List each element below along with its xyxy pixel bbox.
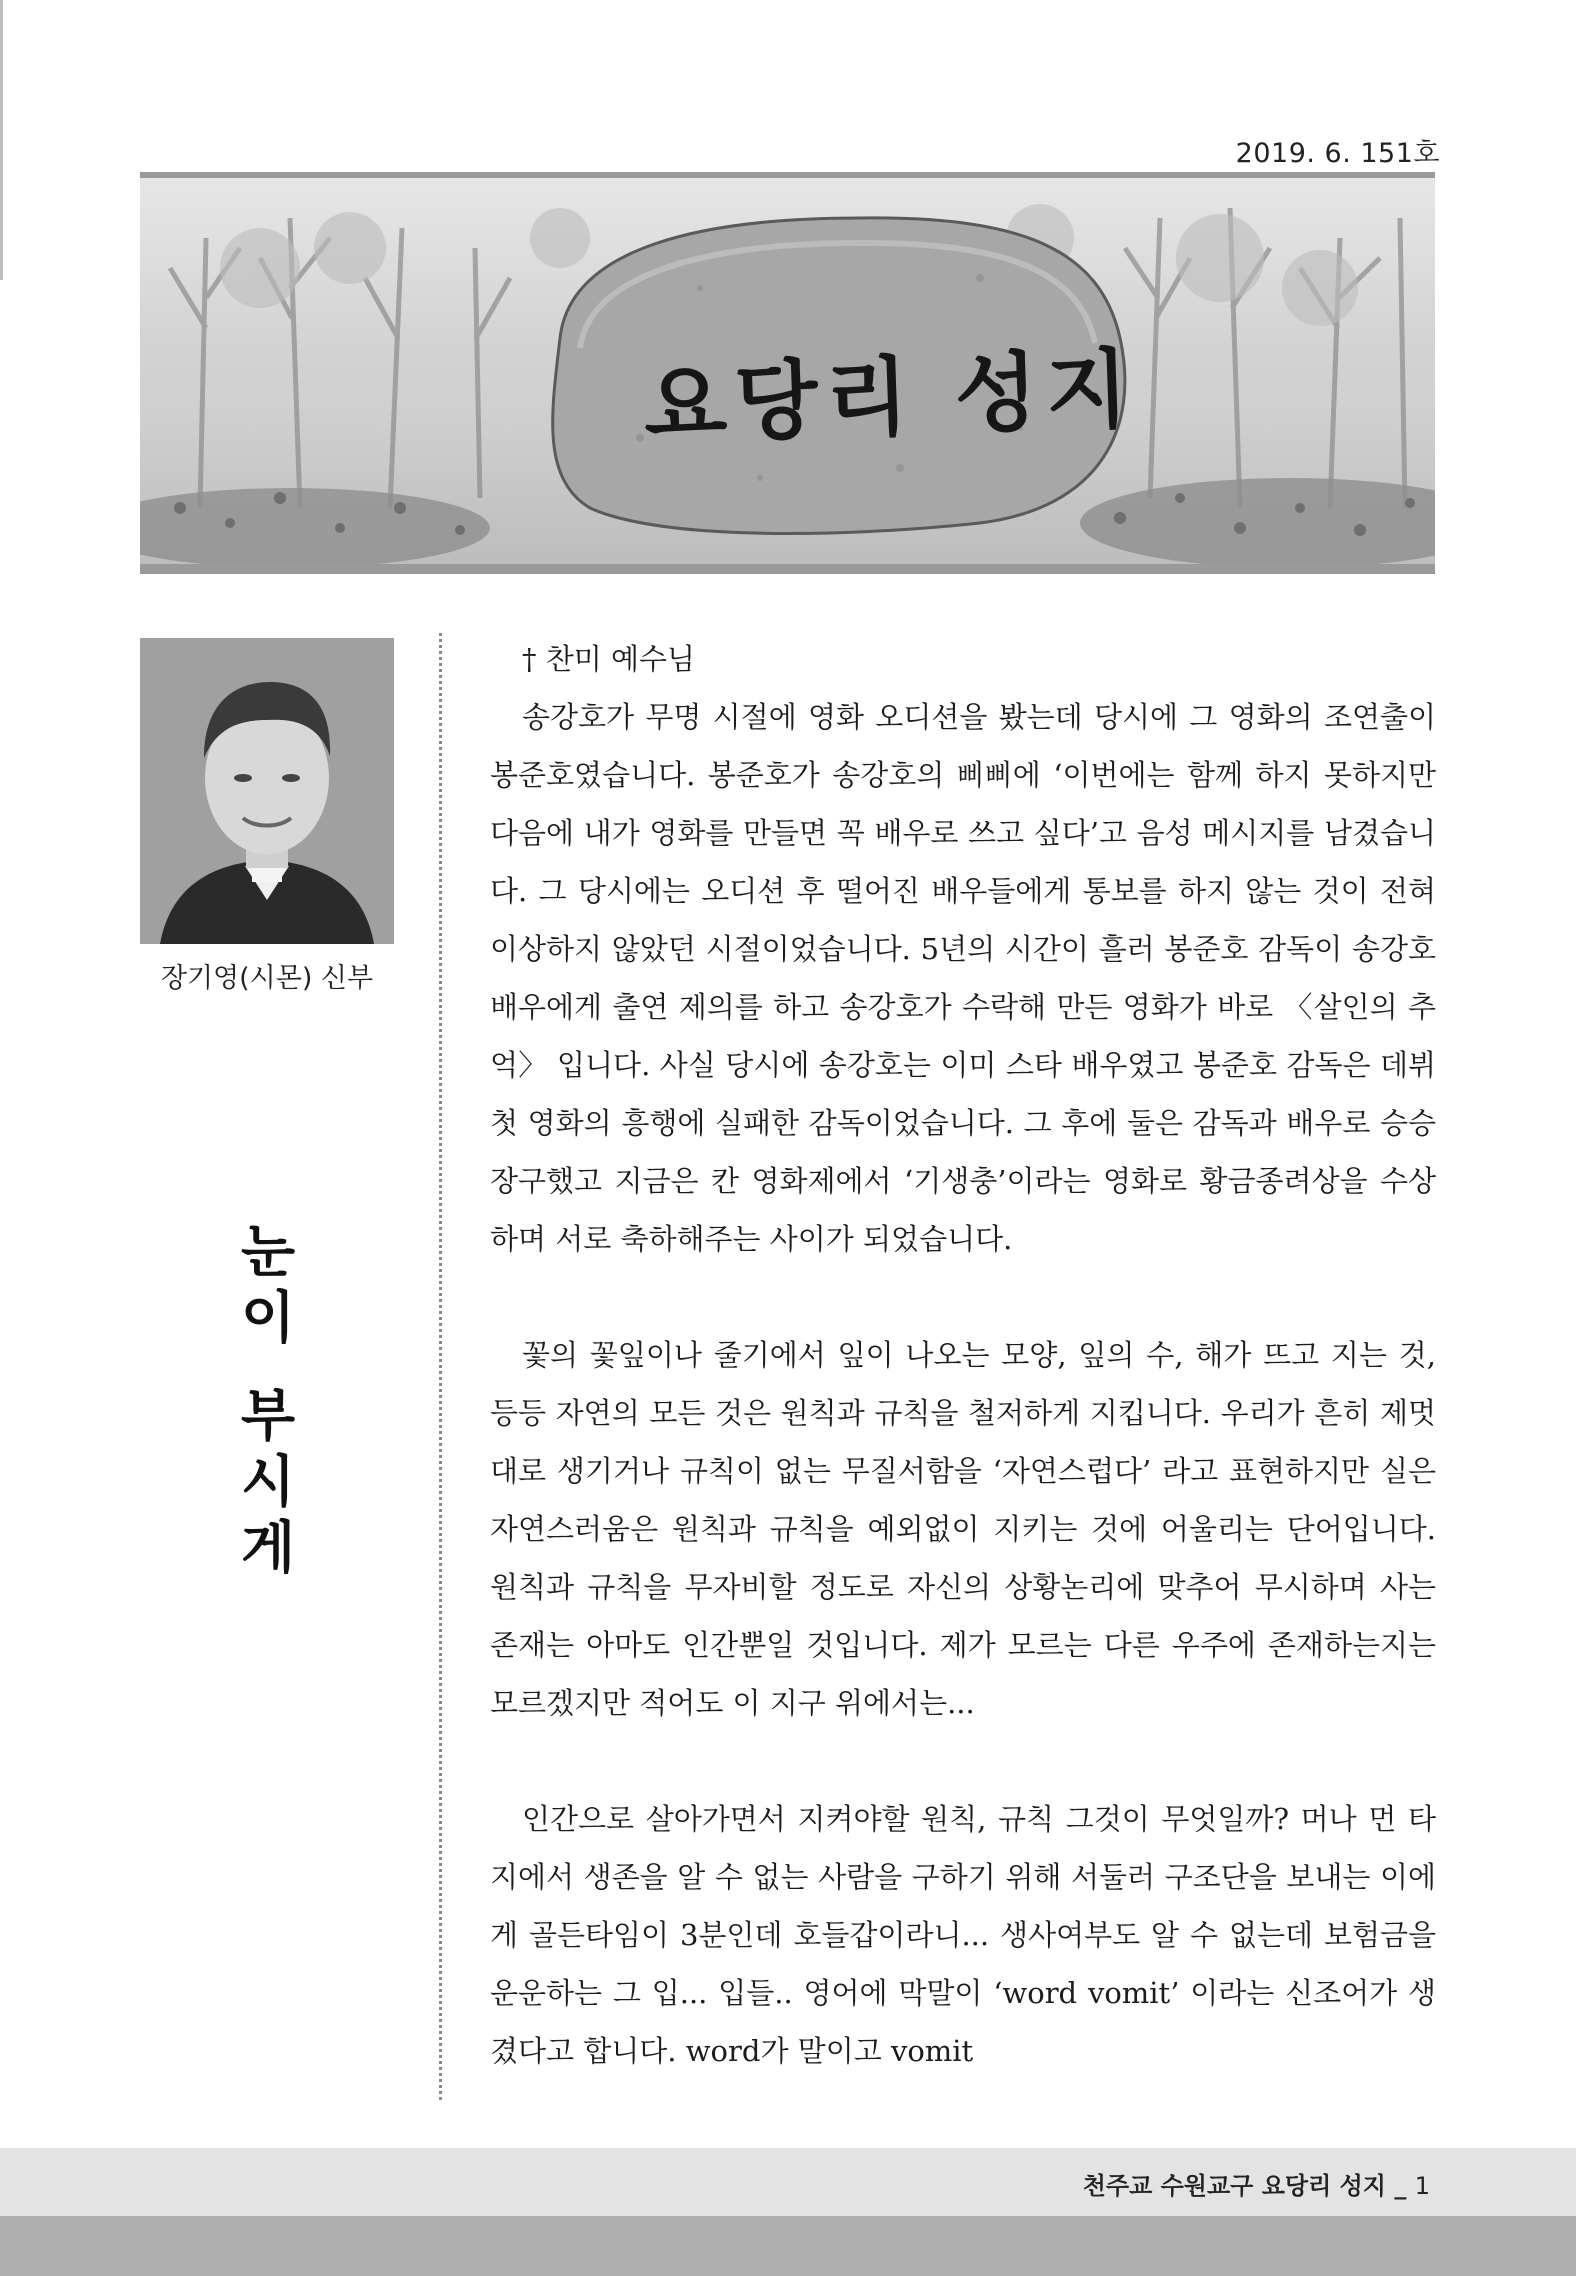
- opening-greeting: † 찬미 예수님: [522, 642, 696, 676]
- article-paragraph: 인간으로 살아가면서 지켜야할 원칙, 규칙 그것이 무엇일까? 머나 먼 타지에서 생존을 알 수 없는 사람을 구하기 위해 서둘러 구조단을 보내는 이에게 골든타임이 3분인데 호들갑이라니... 생사여부도 알 수 없는데 보험금을 운운하는 그 입... 입들.. 영어에 막말이 ‘word vomit’ 이라는 신조어가 생겼다고 합니다. word가 말이고 vomit: [490, 1802, 1436, 2068]
- page-footer: [0, 2148, 1576, 2216]
- vertical-title: [218, 1220, 318, 1582]
- vertical-title-char: 시: [240, 1450, 296, 1515]
- page-edge-mark: [0, 0, 3, 280]
- banner-title: 요당리 성지: [641, 338, 1139, 457]
- footer-strip: [0, 2216, 1576, 2276]
- author-caption: 장기영(시몬) 신부: [160, 963, 374, 994]
- page-number: 1: [1414, 2172, 1430, 2200]
- issue-number: 2019. 6. 151호: [1235, 138, 1440, 169]
- footer-text: [1083, 2166, 1430, 2201]
- vertical-title-char: 눈: [240, 1220, 296, 1285]
- article-paragraph: 송강호가 무명 시절에 영화 오디션을 봤는데 당시에 그 영화의 조연출이 봉준호였습니다. 봉준호가 송강호의 삐삐에 ‘이번에는 함께 하지 못하지만 다음에 내가 영화를 만들면 꼭 배우로 쓰고 싶다’고 음성 메시지를 남겼습니다. 그 당시에는 오디션 후 떨어진 배우들에게 통보를 하지 않는 것이 전혀 이상하지 않았던 시절이었습니다. 5년의 시간이 흘러 봉준호 감독이 송강호 배우에게 출연 제의를 하고 송강호가 수락해 만든 영화가 바로 〈살인의 추억〉 입니다. 사실 당시에 송강호는 이미 스타 배우였고 봉준호 감독은 데뷔 첫 영화의 흥행에 실패한 감독이었습니다. 그 후에 둘은 감독과 배우로 승승장구했고 지금은 칸 영화제에서 ‘기생충’이라는 영화로 황금종려상을 수상하며 서로 축하해주는 사이가 되었습니다.: [490, 700, 1436, 1256]
- vertical-title-char: 게: [240, 1516, 296, 1581]
- footer-publication: 천주교 수원교구 요당리 성지 _: [1082, 2172, 1407, 2200]
- vertical-title-char: 이: [240, 1286, 296, 1351]
- article-body: [490, 630, 1436, 2080]
- column-divider: [439, 633, 442, 2100]
- article-paragraph: 꽃의 꽃잎이나 줄기에서 잎이 나오는 모양, 잎의 수, 해가 뜨고 지는 것, 등등 자연의 모든 것은 원칙과 규칙을 철저하게 지킵니다. 우리가 흔히 제멋대로 생기거나 규칙이 없는 무질서함을 ‘자연스럽다’ 라고 표현하지만 실은 자연스러움은 원칙과 규칙을 예외없이 지키는 것에 어울리는 단어입니다. 원칙과 규칙을 무자비할 정도로 자신의 상황논리에 맞추어 무시하며 사는 존재는 아마도 인간뿐일 것입니다. 제가 모르는 다른 우주에 존재하는지는 모르겠지만 적어도 이 지구 위에서는...: [490, 1338, 1436, 1720]
- author-photo: [140, 638, 394, 944]
- vertical-title-char: 부: [240, 1384, 296, 1449]
- shrine-banner: [140, 172, 1435, 574]
- portrait-image: [140, 638, 394, 944]
